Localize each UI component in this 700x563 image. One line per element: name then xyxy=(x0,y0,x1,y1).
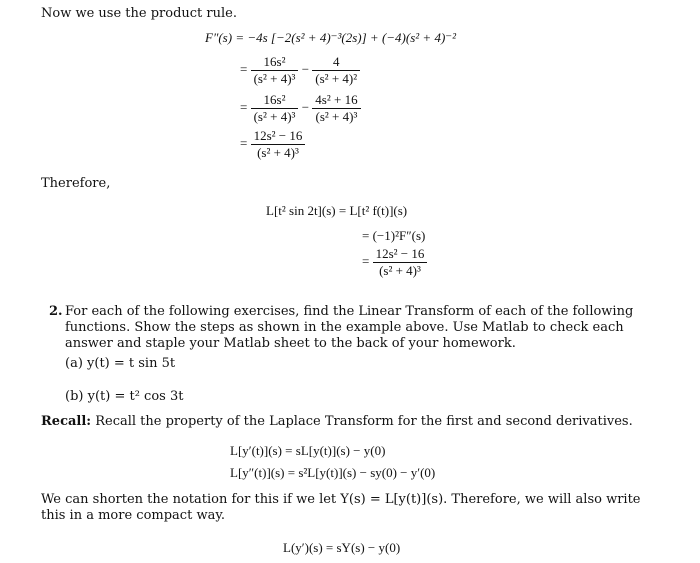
laplace-line3: = $\frac{\text{12s² − 16}}{\text{(s² + 4)³}}$ xyxy=(362,246,427,279)
shorten-text: We can shorten the notation for this if we let Y(s) = L[y(t)](s). Therefore, we will also write this in a more compact way. xyxy=(41,492,641,523)
laplace-line1: L[t² sin 2t](s) = L[t² f(t)](s) xyxy=(266,203,408,218)
recall-text: Recall: Recall the property of the Laplace Transform for the first and second derivatives. xyxy=(41,414,633,429)
fraction: $\frac{\text{16s²}}{\text{(s² + 4)³}}$ xyxy=(251,54,299,87)
equals-sign: = xyxy=(240,61,248,77)
recall-eq1: L[y′(t)](s) = sL[y(t)](s) − y(0) xyxy=(230,443,386,458)
final-equation: L(y′)(s) = sY(s) − y(0) xyxy=(283,540,401,555)
laplace-line2: = (−1)²F″(s) xyxy=(362,228,426,243)
fpp-line3 xyxy=(240,92,361,125)
minus-sign: − xyxy=(301,99,310,115)
intro-text: Now we use the product rule. xyxy=(41,6,237,21)
recall-eq2: L[y″(t)](s) = s²L[y(t)](s) − sy(0) − y′(0) xyxy=(230,465,436,480)
problem-b: (b) y(t) = t² cos 3t xyxy=(65,389,184,404)
equals-sign: = xyxy=(240,99,248,115)
fpp-line4 xyxy=(240,128,305,161)
problem-number: 2. xyxy=(49,304,63,319)
fpp-line1: F″(s) = −4s [−2(s² + 4)⁻³(2s)] + (−4)(s² + 4)⁻² xyxy=(205,30,457,45)
minus-sign: − xyxy=(301,61,310,77)
problem-text: For each of the following exercises, find the Linear Transform of each of the following functions. Show the steps as shown in the example above. Use Matlab to check each answer and staple your Matlab sheet to the back of your homework. xyxy=(65,304,634,351)
problem-a: (a) y(t) = t sin 5t xyxy=(65,356,176,371)
fraction: $\frac{\text{12s² − 16}}{\text{(s² + 4)³}}$ xyxy=(373,246,428,279)
equals-sign: = xyxy=(240,135,248,151)
fraction: $\frac{4}{\text{(s² + 4)²}}$ xyxy=(312,54,360,87)
fraction: $\frac{\text{16s²}}{\text{(s² + 4)³}}$ xyxy=(251,92,299,125)
fpp-line2 xyxy=(240,54,360,87)
therefore-text: Therefore, xyxy=(41,176,111,191)
fraction: $\frac{\text{12s² − 16}}{\text{(s² + 4)³}}$ xyxy=(251,128,306,161)
fraction: $\frac{\text{4s² + 16}}{\text{(s² + 4)³}}$ xyxy=(312,92,360,125)
